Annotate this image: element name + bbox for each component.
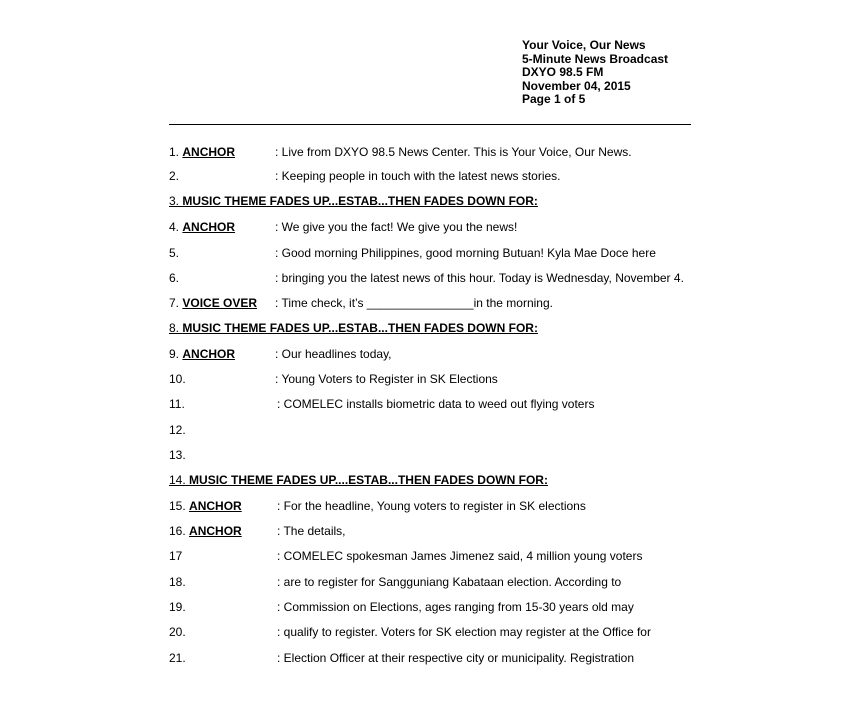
line-label bbox=[169, 650, 186, 666]
line-text: : Commission on Elections, ages ranging from 15-30 years old may bbox=[277, 600, 634, 614]
line-text: : COMELEC spokesman James Jimenez said, 4 million young voters bbox=[277, 549, 643, 563]
line-text: : Young Voters to Register in SK Elections bbox=[275, 372, 498, 386]
cue-text: MUSIC THEME FADES UP...ESTAB...THEN FADES DOWN FOR: bbox=[179, 194, 538, 208]
speaker-label: ANCHOR bbox=[189, 499, 242, 513]
line-number: 18. bbox=[169, 575, 186, 589]
line-label bbox=[169, 168, 179, 184]
line-number: 16. bbox=[169, 524, 186, 538]
speaker-label: ANCHOR bbox=[182, 220, 236, 234]
program-title: Your Voice, Our News bbox=[522, 38, 646, 52]
line-label bbox=[169, 219, 235, 235]
line-text: : Election Officer at their respective city or municipality. Registration bbox=[277, 651, 635, 665]
line-text: : We give you the fact! We give you the news! bbox=[275, 220, 518, 234]
page-indicator: Page 1 of 5 bbox=[522, 92, 586, 106]
music-cue bbox=[169, 320, 538, 336]
script-header bbox=[522, 39, 668, 107]
line-number: 17 bbox=[169, 549, 183, 563]
program-subtitle: 5-Minute News Broadcast bbox=[522, 51, 669, 66]
line-number: 7. bbox=[169, 296, 180, 310]
line-number: 4. bbox=[169, 220, 180, 234]
line-text: : Live from DXYO 98.5 News Center. This is Your Voice, Our News. bbox=[275, 145, 632, 159]
line-text: : Good morning Philippines, good morning Butuan! Kyla Mae Doce here bbox=[275, 246, 656, 260]
cue-text: MUSIC THEME FADES UP....ESTAB...THEN FADES DOWN FOR: bbox=[189, 473, 548, 487]
music-cue bbox=[169, 193, 538, 209]
line-text: : bringing you the latest news of this hour. Today is Wednesday, November 4. bbox=[275, 271, 684, 285]
broadcast-date: November 04, 2015 bbox=[522, 78, 631, 93]
line-text: : The details, bbox=[277, 524, 346, 538]
line-number: 8. bbox=[169, 321, 180, 335]
line-text: : Our headlines today, bbox=[275, 347, 392, 361]
line-label bbox=[169, 599, 186, 615]
line-number: 21. bbox=[169, 651, 186, 665]
line-label bbox=[169, 498, 242, 514]
line-text: : qualify to register. Voters for SK election may register at the Office for bbox=[277, 625, 651, 639]
line-text: : Keeping people in touch with the latest news stories. bbox=[275, 169, 561, 183]
speaker-label: ANCHOR bbox=[182, 347, 236, 361]
line-label bbox=[169, 346, 235, 362]
line-number: 2. bbox=[169, 169, 180, 183]
line-number: 20. bbox=[169, 625, 186, 639]
speaker-label: ANCHOR bbox=[189, 524, 242, 538]
line-number: 10. bbox=[169, 372, 186, 386]
line-label bbox=[169, 245, 179, 261]
line-number: 15. bbox=[169, 499, 186, 513]
line-number: 9. bbox=[169, 347, 180, 361]
line-number: 12. bbox=[169, 423, 186, 437]
line-label bbox=[169, 624, 186, 640]
line-label bbox=[169, 371, 186, 387]
line-label bbox=[169, 574, 186, 590]
header-divider bbox=[169, 124, 691, 125]
line-number: 5. bbox=[169, 246, 180, 260]
line-text: : COMELEC installs biometric data to weed out flying voters bbox=[277, 397, 595, 411]
speaker-label: VOICE OVER bbox=[182, 296, 258, 310]
line-text: : For the headline, Young voters to register in SK elections bbox=[277, 499, 586, 513]
line-label bbox=[169, 523, 242, 539]
cue-text: MUSIC THEME FADES UP...ESTAB...THEN FADES DOWN FOR: bbox=[182, 321, 538, 335]
line-label bbox=[169, 422, 186, 438]
line-label bbox=[169, 270, 179, 286]
station-name: DXYO 98.5 FM bbox=[522, 65, 604, 79]
line-number: 19. bbox=[169, 600, 186, 614]
line-label bbox=[169, 295, 257, 311]
line-label bbox=[169, 548, 182, 564]
line-text: : Time check, it’s ________________in the morning. bbox=[275, 296, 553, 310]
speaker-label: ANCHOR bbox=[182, 145, 236, 159]
music-cue bbox=[169, 472, 548, 488]
line-number: 13. bbox=[169, 448, 186, 462]
line-number: 1. bbox=[169, 145, 180, 159]
line-number: 14. bbox=[169, 473, 186, 487]
line-label bbox=[169, 144, 235, 160]
line-number: 11. bbox=[169, 397, 185, 411]
line-label bbox=[169, 447, 186, 463]
line-label bbox=[169, 396, 185, 412]
line-number: 3. bbox=[169, 194, 180, 208]
line-number: 6. bbox=[169, 271, 180, 285]
line-text: : are to register for Sangguniang Kabataan election. According to bbox=[277, 575, 622, 589]
